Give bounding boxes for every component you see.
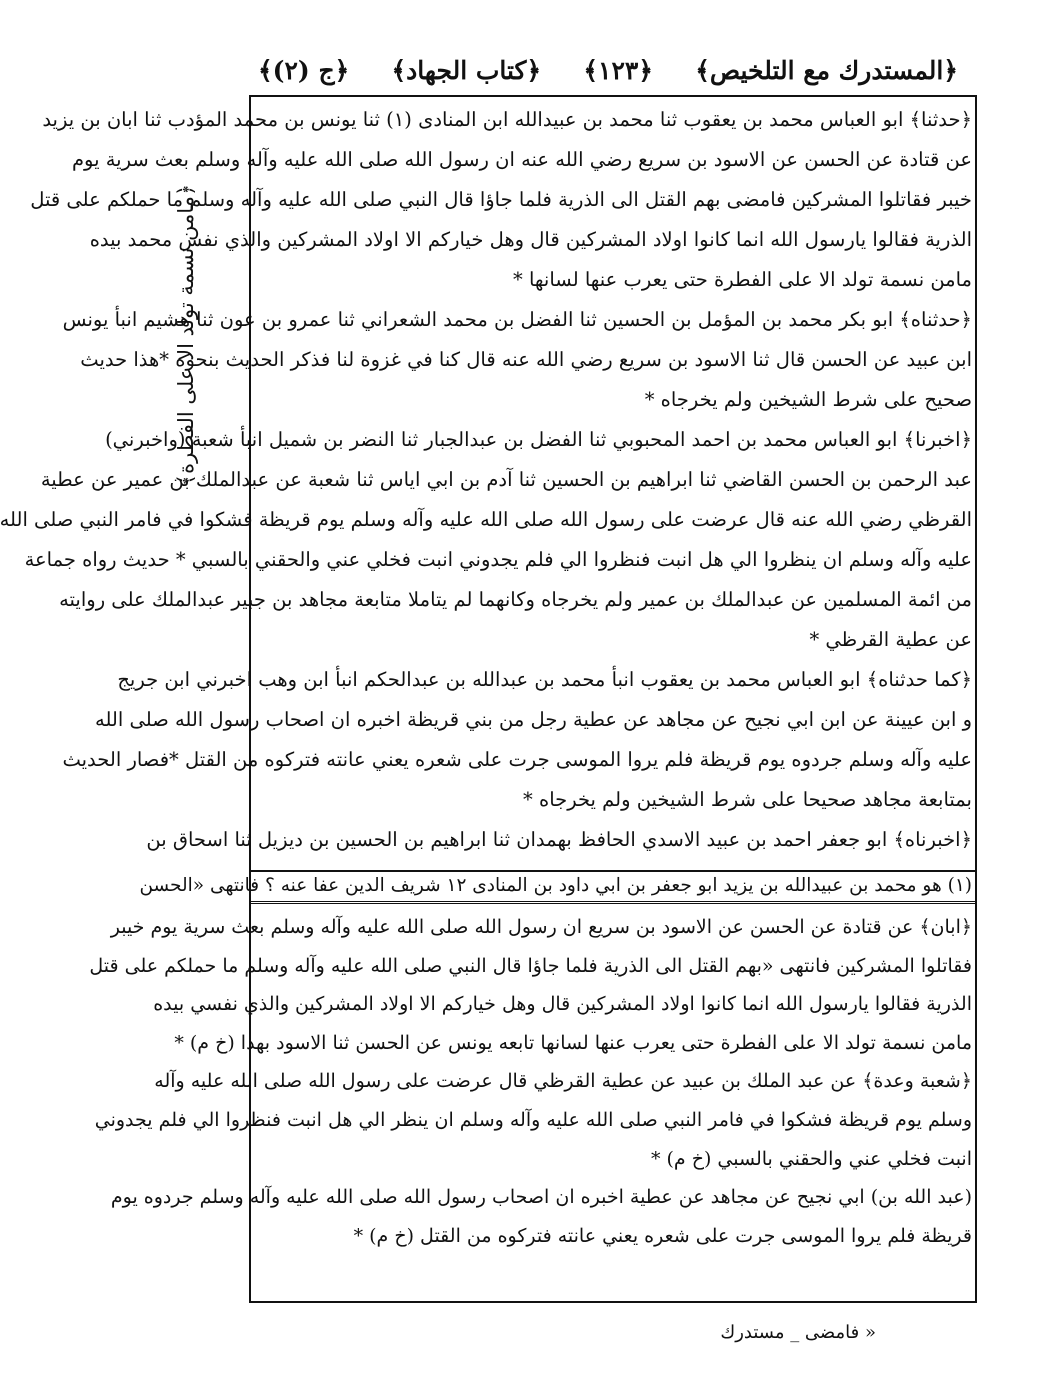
commentary-line: ﴿ابان﴾ عن قتادة عن الحسن عن الاسود بن سريع ان رسول الله صلى الله عليه وآله وسلم بعث سرية يوم خيبر	[110, 916, 972, 938]
header-book-title: ﴿كتاب الجهاد﴾	[391, 55, 542, 85]
commentary-line: فقاتلوا المشركين فانتهى «بهم القتل الى الذرية فلما جاؤا قال النبي صلى الله عليه وآله وسلم ما حملكم على قتل	[89, 954, 972, 977]
header-page-number: ﴿١٢٣﴾	[583, 55, 653, 85]
commentary-separator	[249, 901, 977, 908]
text-line: عن عطية القرظي *	[809, 628, 972, 651]
header-title: ﴿المستدرك مع التلخيص﴾	[695, 55, 958, 85]
text-line: عليه وآله وسلم جردوه يوم قريظة فلم يروا الموسى جرت على شعره يعني عانته فتركوه من القتل *فصار الحديث	[62, 748, 972, 771]
text-line: ابن عبيد عن الحسن قال ثنا الاسود بن سريع رضي الله عنه قال كنا في غزوة لنا فذكر الحديث بنحوه *هذا حديث	[80, 348, 972, 371]
text-line: ﴿اخبرنا﴾ ابو العباس محمد بن احمد المحبوبي ثنا الفضل بن عبدالجبار ثنا النضر بن شميل انبأ شعبة (واخبرني)	[105, 428, 972, 451]
header-volume: ﴿ج (٢)﴾	[258, 55, 350, 85]
text-line: الذرية فقالوا يارسول الله انما كانوا اولاد المشركين قال وهل خياركم الا اولاد المشركين والذي نفس محمد بيده	[89, 228, 972, 251]
commentary-text	[89, 908, 972, 1255]
commentary-line: الذرية فقالوا يارسول الله انما كانوا اولاد المشركين قال وهل خياركم الا اولاد المشركين والذي نفسي بيده	[153, 993, 972, 1016]
text-line: ﴿كما حدثناه﴾ ابو العباس محمد بن يعقوب انبأ محمد بن عبدالله بن عبدالحكم انبأ ابن وهب اخبرني ابن جريج	[117, 668, 972, 691]
commentary-line: (عبد الله بن) ابي نجيح عن مجاهد عن عطية اخبره ان اصحاب رسول الله صلى الله عليه وآله وسلم جردوه يوم	[110, 1186, 972, 1209]
page-header	[258, 46, 958, 94]
commentary-line: قريظة فلم يروا الموسى جرت على شعره يعني عانته فتركوه من القتل (خ م) *	[353, 1224, 972, 1247]
commentary-line: انبت فخلي عني والحقني بالسبي (خ م) *	[650, 1147, 972, 1170]
text-line: ﴿حدثناه﴾ ابو بكر محمد بن المؤمل بن الحسين ثنا الفضل بن محمد الشعراني ثنا عمرو بن عون ثنا هشيم انبأ يونس	[62, 308, 972, 331]
text-line: من ائمة المسلمين عن عبدالملك بن عمير ولم يخرجاه وكانهما لم يتاملا متابعة مجاهد بن جبير عبدالملك على روايته	[59, 588, 972, 611]
text-line: ﴿حدثنا﴾ ابو العباس محمد بن يعقوب ثنا محمد بن عبيدالله ابن المنادى (١) ثنا يونس بن محمد المؤدب ثنا ابان بن يزيد	[42, 108, 972, 131]
text-line: عن قتادة عن الحسن عن الاسود بن سريع رضي الله عنه ان رسول الله صلى الله عليه وآله وسلم بعث سرية يوم	[71, 148, 972, 171]
main-text	[0, 100, 972, 860]
text-line: خيبر فقاتلوا المشركين فامضى بهم القتل الى الذرية فلما جاؤا قال النبي صلى الله عليه وآله وسلم ما حملكم على قتل	[30, 188, 972, 211]
text-line: ﴿اخبرناه﴾ ابو جعفر احمد بن عبيد الاسدي الحافظ بهمدان ثنا ابراهيم بن الحسين بن ديزيل ثنا اسحاق بن	[146, 828, 972, 851]
text-line: و ابن عيينة عن ابن ابي نجيح عن مجاهد عن عطية رجل من بني قريظة اخبره ان اصحاب رسول الله صلى الله	[95, 708, 972, 731]
commentary-line: مامن نسمة تولد الا على الفطرة حتى يعرب عنها لسانها تابعه يونس عن الحسن ثنا الاسود بهذا (خ م) *	[174, 1031, 972, 1054]
text-line: عليه وآله وسلم ان ينظروا الي هل انبت فنظروا الي فلم يجدوني انبت فخلي عني والحقني بالسبي * حديث رواه جماعة	[24, 548, 972, 571]
commentary-line: ﴿شعبة وعدة﴾ عن عبد الملك بن عبيد عن عطية القرظي قال عرضت على رسول الله صلى الله عليه وآله	[154, 1070, 972, 1093]
text-line: بمتابعة مجاهد صحيحا على شرط الشيخين ولم يخرجاه *	[523, 788, 972, 811]
text-line: مامن نسمة تولد الا على الفطرة حتى يعرب عنها لسانها *	[513, 268, 972, 291]
bottom-note: « فامضى _ مستدرك	[720, 1322, 876, 1343]
text-line: صحيح على شرط الشيخين ولم يخرجاه *	[644, 388, 972, 411]
footnote: (١) هو محمد بن عبيدالله بن يزيد ابو جعفر بن ابي داود بن المنادى ١٢ شريف الدين عفا عنه ؟ فانتهى «الحسن	[139, 875, 972, 896]
text-line: عبد الرحمن بن الحسن القاضي ثنا ابراهيم بن الحسين ثنا آدم بن ابي اياس ثنا شعبة عن عبدالملك بن عمير عن عطية	[40, 468, 972, 491]
commentary-line: وسلم يوم قريظة فشكوا في فامر النبي صلى الله عليه وآله وسلم ان ينظر الي هل انبت فنظروا الي فلم يجدوني	[94, 1108, 972, 1131]
text-line: القرظي رضي الله عنه قال عرضت على رسول الله صلى الله عليه وآله وسلم يوم قريظة فشكوا في فامر النبي صلى الله	[0, 508, 972, 531]
margin-note-text: ﴿مامن نسمة تولد الا على الفطرة﴾	[174, 183, 198, 487]
